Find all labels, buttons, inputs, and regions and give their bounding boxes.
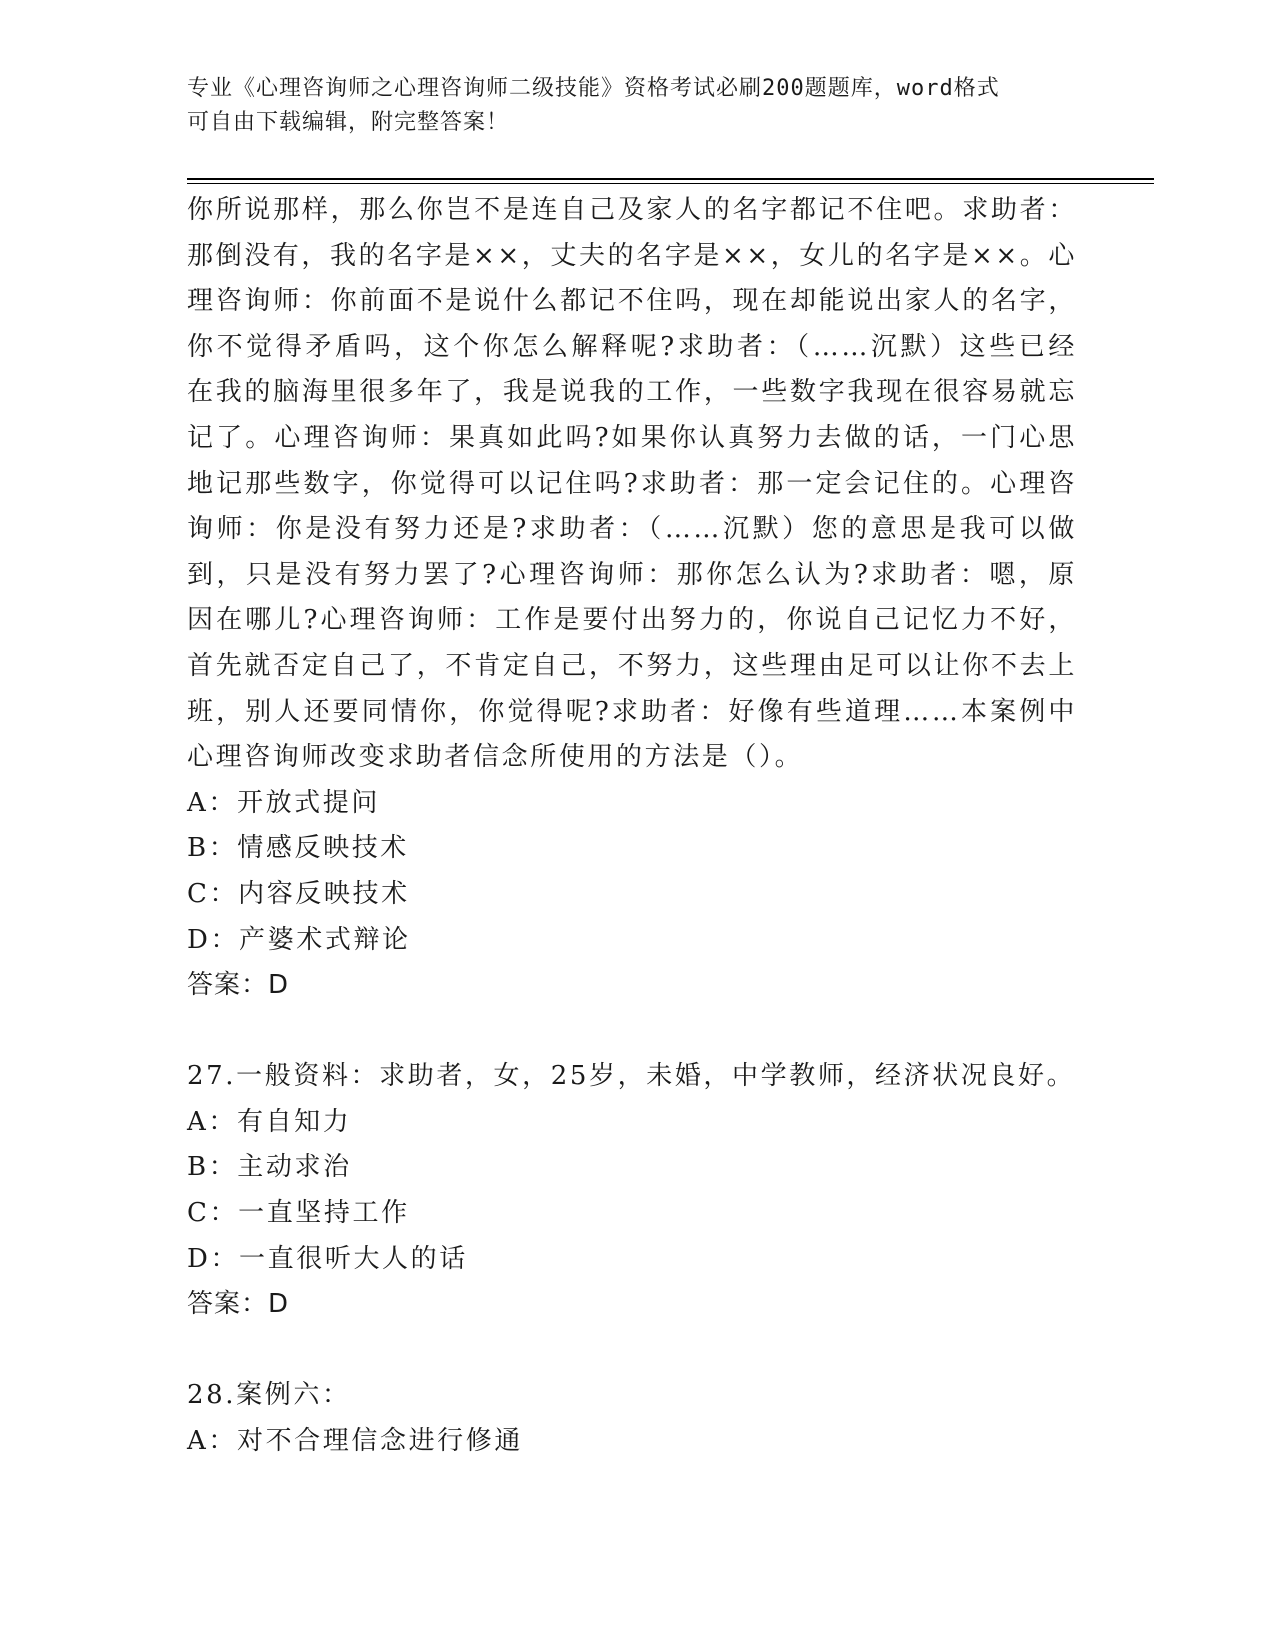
question-27-option-a: A：有自知力	[187, 1106, 352, 1137]
question-28-stem: 28.案例六：	[187, 1380, 351, 1411]
header-divider-thick	[187, 178, 1154, 180]
question-26-option-b: B：情感反映技术	[187, 833, 409, 864]
question-26-option-d: D：产婆术式辩论	[187, 924, 411, 955]
question-26-answer: 答案：D	[187, 970, 290, 1001]
header-line-2: 可自由下载编辑，附完整答案！	[187, 110, 510, 135]
question-27-answer: 答案：D	[187, 1289, 290, 1320]
question-28-option-a: A：对不合理信念进行修通	[187, 1426, 523, 1457]
header-divider-thin	[187, 183, 1154, 184]
question-27-option-b: B：主动求治	[187, 1152, 352, 1183]
question-27-option-d: D：一直很听大人的话	[187, 1243, 468, 1274]
document-header	[187, 72, 1077, 140]
header-line-1: 专业《心理咨询师之心理咨询师二级技能》资格考试必刷200题题库，word格式	[187, 76, 1000, 101]
question-26-option-c: C：内容反映技术	[187, 878, 410, 909]
question-27-option-c: C：一直坚持工作	[187, 1198, 410, 1229]
spacer	[187, 1009, 1077, 1055]
question-26-option-a: A：开放式提问	[187, 787, 380, 818]
question-26-passage: 你所说那样，那么你岂不是连自己及家人的名字都记不住吧。求助者：那倒没有，我的名字是××，丈夫的名字是××，女儿的名字是××。心理咨询师：你前面不是说什么都记不住吗，现在却能说出家人的名字，你不觉得矛盾吗，这个你怎么解释呢?求助者：（……沉默）这些已经在我的脑海里很多年了，我是说我的工作，一些数字我现在很容易就忘记了。心理咨询师：果真如此吗?如果你认真努力去做的话，一门心思地记那些数字，你觉得可以记住吗?求助者：那一定会记住的。心理咨询师：你是没有努力还是?求助者：（……沉默）您的意思是我可以做到，只是没有努力罢了?心理咨询师：那你怎么认为?求助者：嗯，原因在哪儿?心理咨询师：工作是要付出努力的，你说自己记忆力不好，首先就否定自己了，不肯定自己，不努力，这些理由足可以让你不去上班，别人还要同情你，你觉得呢?求助者：好像有些道理……本案例中心理咨询师改变求助者信念所使用的方法是（）。	[187, 195, 1077, 773]
question-27-stem: 27.一般资料：求助者，女，25岁，未婚，中学教师，经济状况良好。	[187, 1061, 1076, 1092]
document-body	[187, 188, 1077, 1465]
question-28	[187, 1373, 1077, 1464]
question-27	[187, 1054, 1077, 1328]
spacer	[187, 1328, 1077, 1374]
question-26	[187, 188, 1077, 1009]
